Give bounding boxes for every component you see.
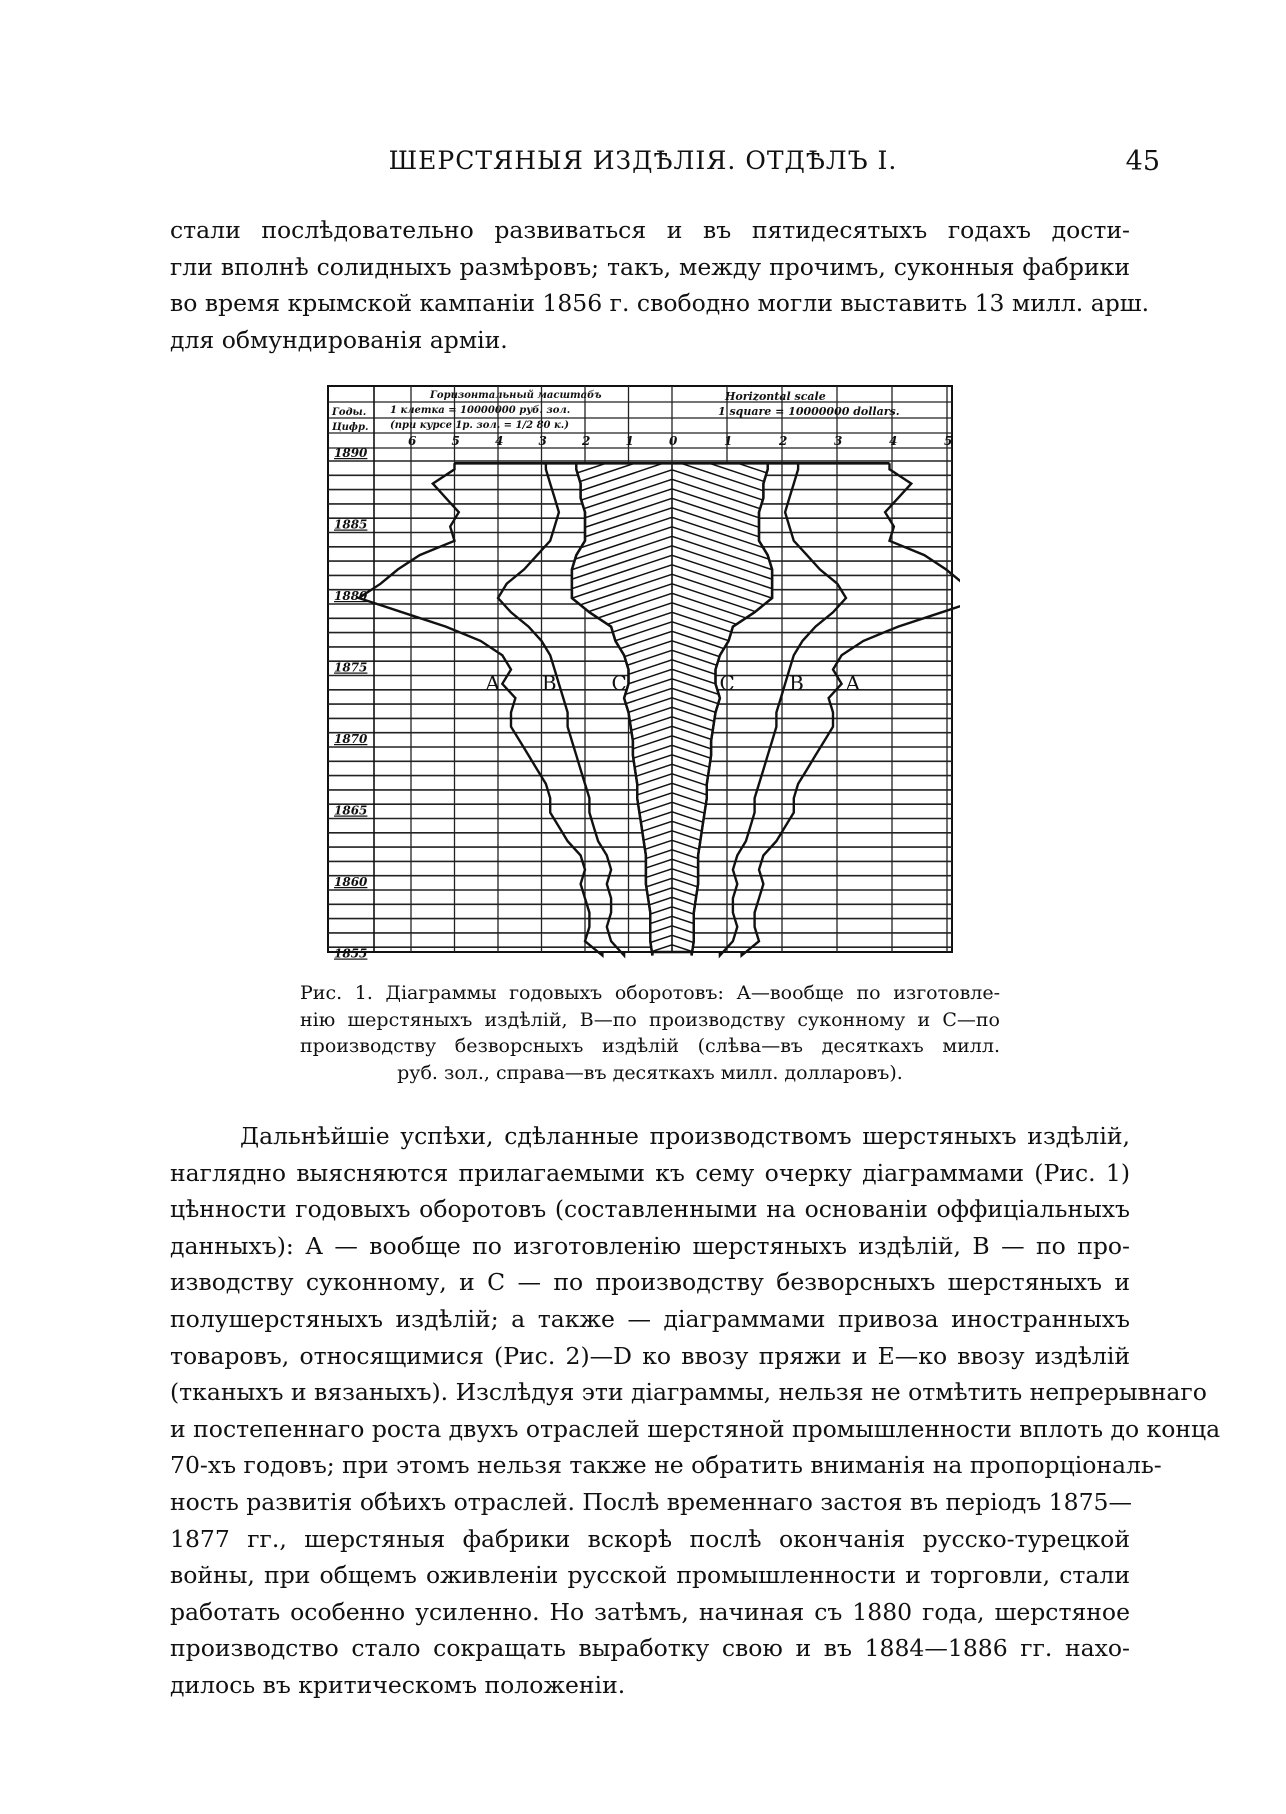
text-line: полушерстяныхъ издѣлій; а также — діаграммами привоза иностранныхъ: [170, 1304, 1130, 1333]
left-axis-tick-label: 1: [625, 434, 634, 448]
text-line: производство стало сокращать выработку свою и въ 1884—1886 гг. нахо-: [170, 1634, 1130, 1663]
paragraph-1: [170, 212, 1150, 358]
caption-line: нію шерстяныхъ издѣлій, В—по производству суконному и С—по: [300, 1008, 1000, 1031]
text-line: 1877 гг., шерстяныя фабрики вскорѣ послѣ окончанія русско-турецкой: [170, 1524, 1130, 1553]
text-line: ность развитія обѣихъ отраслей. Послѣ временнаго застоя въ періодъ 1875—: [170, 1487, 1132, 1516]
right-axis-tick-label: 1: [724, 434, 733, 448]
hatch-line: [552, 422, 672, 462]
right-axis-tick-label: 5: [944, 434, 953, 448]
right-axis-tick-label: 2: [779, 434, 788, 448]
hatch-line: [672, 964, 792, 970]
left-scale-note: Горизонтальный масштабъ: [430, 390, 602, 401]
series-label-right: C: [719, 670, 735, 695]
left-scale-note: 1 клетка = 10000000 руб. зол.: [390, 405, 571, 416]
text-line: гли вполнѣ солидныхъ размѣровъ; такъ, между прочимъ, суконныя фабрики: [170, 252, 1130, 281]
year-label: 1890: [334, 446, 368, 460]
left-axis-tick-label: 4: [495, 434, 504, 448]
series-label-left: A: [485, 670, 500, 695]
header-figures-label: Цифр.: [332, 422, 369, 433]
year-label: 1870: [334, 732, 368, 746]
caption-line: Рис. 1. Діаграммы годовыхъ оборотовъ: А—вообще по изготовле-: [300, 982, 1000, 1004]
caption-line: производству безворсныхъ издѣлій (слѣва—въ десяткахъ милл.: [300, 1035, 1000, 1057]
figure-1-chart: [320, 380, 960, 970]
caption-line: руб. зол., справа—въ десяткахъ милл. долларовъ).: [397, 1061, 903, 1084]
figure-caption: [300, 980, 1000, 1086]
year-label: 1865: [334, 803, 368, 818]
text-line: работать особенно усиленно. Но затѣмъ, начиная съ 1880 года, шерстяное: [170, 1597, 1130, 1626]
text-line: во время крымской кампаніи 1856 г. свободно могли выставить 13 милл. арш.: [170, 289, 1150, 318]
hatch-line: [672, 954, 792, 970]
right-scale-note: 1 square = 10000000 dollars.: [718, 405, 900, 418]
right-axis-tick-label: 3: [834, 434, 843, 448]
year-label: 1880: [334, 589, 368, 603]
text-line: и постепеннаго роста двухъ отраслей шерстяной промышленности вплоть до конца: [170, 1414, 1221, 1443]
left-axis-tick-label: 2: [582, 434, 591, 448]
text-line: для обмундированія арміи.: [170, 325, 508, 354]
text-line: данныхъ): А — вообще по изготовленію шерстяныхъ издѣлій, В — по про-: [170, 1231, 1130, 1260]
page-number: 45: [1125, 146, 1160, 177]
left-scale-note: (при курсе 1р. зол. = 1/2 80 к.): [390, 420, 569, 431]
year-label: 1875: [334, 660, 368, 675]
paragraph-2: [170, 1118, 1221, 1704]
left-axis-tick-label: 6: [408, 434, 417, 448]
text-line: Дальнѣйшіе успѣхи, сдѣланные производствомъ шерстяныхъ издѣлій,: [240, 1122, 1130, 1150]
text-line: стали послѣдовательно развиваться и въ пятидесятыхъ годахъ дости-: [170, 216, 1130, 244]
text-line: изводству суконному, и С — по производству безворсныхъ шерстяныхъ и: [170, 1268, 1130, 1297]
text-line: (тканыхъ и вязаныхъ). Изслѣдуя эти діаграммы, нельзя не отмѣтить непрерывнаго: [170, 1378, 1207, 1407]
series-label-left: C: [611, 670, 627, 695]
year-label: 1885: [334, 517, 368, 532]
series-A-right-line: [742, 463, 960, 955]
left-axis-tick-label: 0: [669, 434, 678, 448]
right-scale-note: Horizontal scale: [725, 390, 826, 403]
hatch-line: [552, 954, 672, 970]
series-label-right: B: [789, 670, 804, 695]
series-label-right: A: [845, 670, 861, 695]
text-line: цѣнности годовыхъ оборотовъ (составленными на основаніи оффиціальныхъ: [170, 1195, 1130, 1224]
text-line: 70-хъ годовъ; при этомъ нельзя также не обратить вниманія на пропорціональ-: [170, 1451, 1162, 1480]
left-axis-tick-label: 3: [538, 434, 547, 448]
hatch-line: [552, 964, 672, 970]
header-years-label: Годы.: [332, 407, 367, 418]
year-label: 1860: [334, 875, 368, 889]
left-axis-tick-label: 5: [451, 434, 460, 448]
series-label-left: B: [541, 670, 557, 695]
text-line: войны, при общемъ оживленіи русской промышленности и торговли, стали: [170, 1561, 1130, 1590]
text-line: товаровъ, относящимися (Рис. 2)—D ко ввозу пряжи и Е—ко ввозу издѣлій: [170, 1341, 1130, 1370]
year-label: 1855: [334, 946, 368, 961]
right-axis-tick-label: 4: [889, 434, 898, 448]
text-line: наглядно выясняются прилагаемыми къ сему очерку діаграммами (Рис. 1): [170, 1158, 1130, 1187]
text-line: дилось въ критическомъ положеніи.: [170, 1670, 626, 1699]
running-head: ШЕРСТЯНЫЯ ИЗДѢЛІЯ. ОТДѢЛЪ I.: [388, 146, 898, 175]
